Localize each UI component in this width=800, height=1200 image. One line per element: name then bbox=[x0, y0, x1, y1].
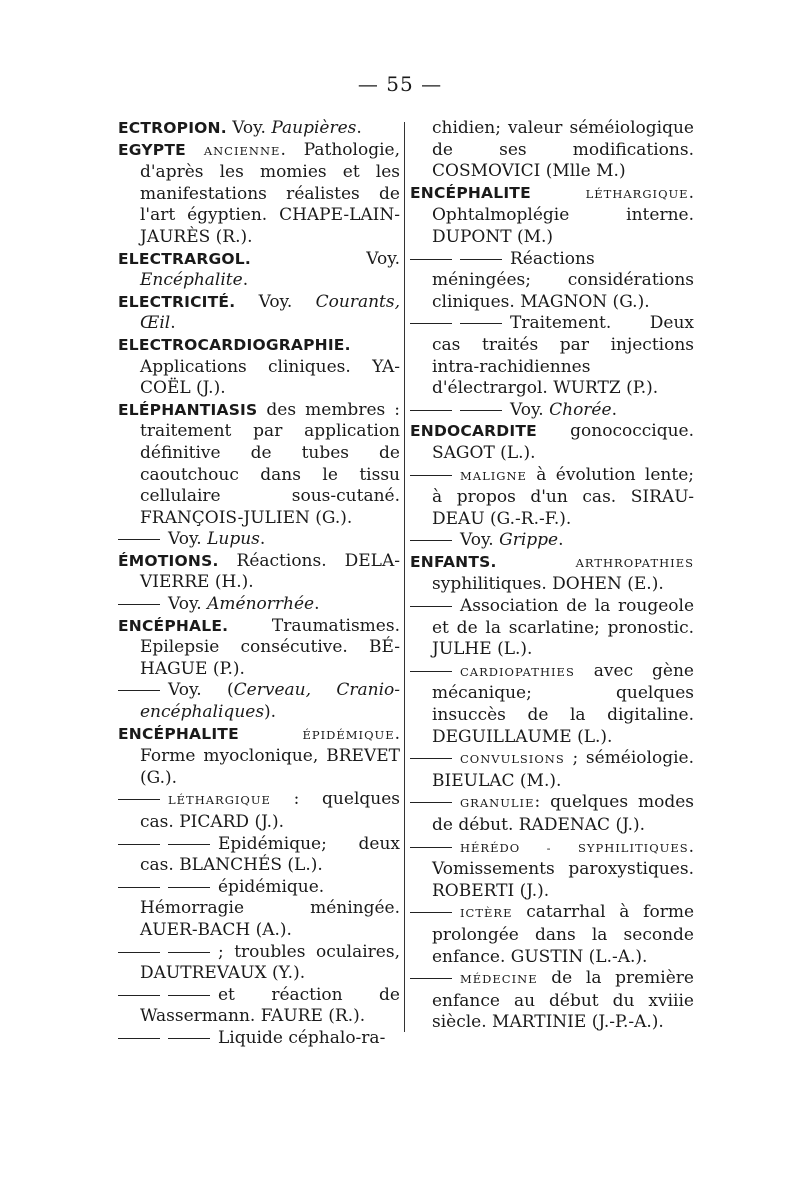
entry-text: : quelques cas. PICARD (J.). bbox=[140, 789, 400, 832]
ditto-dash bbox=[410, 758, 452, 759]
entry-reference: Courants, Œil bbox=[140, 291, 400, 334]
ditto-dash bbox=[410, 323, 452, 324]
index-entry bbox=[410, 313, 694, 399]
entry-space bbox=[531, 183, 586, 203]
entry-subheading: LÉTHARGIQUE bbox=[168, 793, 271, 808]
index-entry bbox=[118, 118, 400, 140]
ditto-dash bbox=[168, 995, 210, 996]
ditto-dash bbox=[410, 606, 452, 607]
entry-heading: ENCÉPHALITE bbox=[118, 724, 239, 743]
entry-heading: ENDOCARDITE bbox=[410, 422, 537, 441]
index-entry bbox=[410, 748, 694, 792]
ditto-dash bbox=[168, 952, 210, 953]
ditto-dash bbox=[460, 323, 502, 324]
entry-heading: ECTROPION. bbox=[118, 119, 227, 137]
entry-space bbox=[186, 140, 204, 160]
entry-tail: . bbox=[356, 118, 362, 138]
entry-text: épidémique. Hémorragie méningée. AUER-BACH (A.). bbox=[140, 876, 400, 940]
index-entry bbox=[118, 616, 400, 681]
index-entry bbox=[410, 968, 694, 1034]
entry-text: Voy. bbox=[235, 291, 316, 312]
entry-text: avec gène mécanique; quelques insuccès de la digitaline. DEGUILLAUME (L.). bbox=[432, 660, 694, 747]
entry-subheading: HÉRÉDO - SYPHILITIQUES bbox=[460, 840, 689, 855]
ditto-dash bbox=[410, 671, 452, 672]
entry-heading: EGYPTE bbox=[118, 140, 186, 159]
ditto-dash bbox=[118, 604, 160, 605]
entry-text: Applications cliniques. YA-COËL (J.). bbox=[140, 356, 400, 399]
index-entry bbox=[118, 551, 400, 594]
entry-text: de la première enfance au début du xviiie siècle. MARTINIE (J.-P.-A.). bbox=[432, 968, 694, 1033]
index-entry bbox=[118, 249, 400, 292]
entry-text: Voy. bbox=[250, 248, 400, 269]
index-entry bbox=[410, 661, 694, 748]
entry-tail: ). bbox=[264, 702, 277, 723]
index-entry bbox=[118, 335, 400, 400]
ditto-dash bbox=[118, 887, 160, 888]
entry-text: des membres : traitement par application définitive de tubes de caoutchouc dans le tissu cellulaire sous-cutané. FRANÇOIS-JULIEN (G.). bbox=[140, 399, 400, 528]
entry-heading: ÉMOTIONS. bbox=[118, 551, 219, 570]
entry-text: . Pathologie, d'après les momies et les manifestations réalistes de l'art égyptien. CHAPE-LAIN-JAURÈS (R.). bbox=[140, 139, 401, 247]
entry-reference: Chorée bbox=[549, 399, 612, 420]
entry-text: Traitement. Deux cas traités par injections intra-rachidiennes d'électrargol. WURTZ (P.). bbox=[432, 313, 694, 399]
ditto-dash bbox=[410, 540, 452, 541]
entry-reference: Lupus bbox=[207, 529, 260, 550]
index-entry bbox=[410, 421, 694, 464]
entry-subheading: CONVULSIONS bbox=[460, 752, 565, 767]
index-entry bbox=[118, 834, 400, 877]
entry-text: Voy. bbox=[510, 399, 550, 420]
entry-text: Voy. bbox=[460, 530, 500, 551]
index-entry bbox=[118, 594, 400, 616]
entry-text: . Forme myoclonique, BREVET (G.). bbox=[140, 723, 400, 788]
ditto-dash bbox=[118, 799, 160, 800]
entry-reference: Grippe bbox=[499, 530, 559, 551]
entry-subheading: MALIGNE bbox=[460, 468, 527, 483]
entry-reference: Encéphalite bbox=[140, 270, 243, 291]
entry-text: Voy. bbox=[168, 594, 208, 615]
index-entry bbox=[410, 837, 694, 903]
entry-text: Traumatismes. Epilepsie consécutive. BÉ-HAGUE (P.). bbox=[140, 615, 400, 679]
ditto-dash bbox=[410, 847, 452, 848]
entry-text: Réactions. DELA-VIERRE (H.). bbox=[140, 550, 400, 593]
entry-text: Association de la rougeole et de la scarlatine; pronostic. JULHE (L.). bbox=[432, 596, 694, 660]
index-entry bbox=[410, 118, 694, 183]
entry-heading: ENFANTS. bbox=[410, 552, 497, 571]
entry-text: Voy. bbox=[168, 529, 208, 550]
entry-heading: ELÉPHANTIASIS bbox=[118, 400, 258, 419]
entry-heading: ELECTRICITÉ. bbox=[118, 292, 236, 311]
index-entry bbox=[118, 942, 400, 985]
ditto-dash bbox=[410, 259, 452, 260]
index-entry bbox=[118, 140, 400, 249]
ditto-dash bbox=[410, 912, 452, 913]
index-entry bbox=[118, 1028, 400, 1050]
index-entry bbox=[410, 465, 694, 531]
page-number: — 55 — bbox=[357, 72, 443, 96]
ditto-dash bbox=[410, 802, 452, 803]
entry-heading: ELECTRARGOL. bbox=[118, 249, 251, 268]
entry-text: Réactions méningées; considérations cliniques. MAGNON (G.). bbox=[432, 248, 694, 312]
entry-text: gonococcique. SAGOT (L.). bbox=[432, 421, 694, 463]
ditto-dash bbox=[118, 844, 160, 845]
entry-subheading: ICTÈRE bbox=[460, 906, 513, 921]
ditto-dash bbox=[118, 995, 160, 996]
entry-subheading: ANCIENNE bbox=[203, 143, 281, 158]
ditto-dash bbox=[460, 410, 502, 411]
entry-tail: . bbox=[259, 529, 266, 550]
entry-reference: Paupières bbox=[271, 118, 357, 138]
entry-text: . Ophtalmoplégie interne. DUPONT (M.) bbox=[432, 182, 694, 247]
index-column-right bbox=[410, 118, 694, 1034]
entry-text: à évolution lente; à propos d'un cas. SIRAU-DEAU (G.-R.-F.). bbox=[432, 464, 694, 529]
index-entry bbox=[118, 529, 400, 551]
entry-space bbox=[239, 724, 303, 744]
ditto-dash bbox=[118, 690, 160, 691]
entry-text: catarrhal à forme prolongée dans la seconde enfance. GUSTIN (L.-A.). bbox=[432, 902, 694, 967]
entry-text: et réaction de Wassermann. FAURE (R.). bbox=[140, 984, 400, 1027]
entry-heading: ENCÉPHALE. bbox=[118, 616, 229, 635]
index-column-left bbox=[118, 118, 400, 1050]
index-entry bbox=[118, 789, 400, 833]
column-divider bbox=[404, 122, 405, 1032]
entry-tail: . bbox=[242, 270, 249, 291]
ditto-dash bbox=[168, 1038, 210, 1039]
entry-text: Voy. ( bbox=[168, 680, 234, 701]
index-entry bbox=[118, 985, 400, 1028]
entry-reference: Cerveau, Cranio-encéphaliques bbox=[140, 680, 400, 723]
entry-tail: . bbox=[170, 313, 176, 334]
entry-subheading: ÉPIDÉMIQUE bbox=[302, 727, 395, 742]
index-entry bbox=[118, 680, 400, 723]
index-entry bbox=[118, 724, 400, 790]
index-entry bbox=[410, 902, 694, 968]
entry-text: chidien; valeur séméiologique de ses modifications. COSMOVICI (Mlle M.) bbox=[432, 118, 694, 182]
entry-tail: . bbox=[314, 594, 320, 615]
ditto-dash bbox=[118, 539, 160, 540]
ditto-dash bbox=[460, 259, 502, 260]
entry-text: : quelques modes de début. RADENAC (J.). bbox=[432, 792, 694, 835]
ditto-dash bbox=[410, 410, 452, 411]
index-entry bbox=[410, 792, 694, 836]
index-entry bbox=[118, 400, 400, 530]
entry-text: ; séméiologie. BIEULAC (M.). bbox=[432, 748, 694, 791]
index-entry bbox=[410, 596, 694, 661]
entry-heading: ENCÉPHALITE bbox=[410, 183, 531, 202]
entry-heading: ELECTROCARDIOGRAPHIE. bbox=[118, 335, 351, 354]
entry-subheading: LÉTHARGIQUE bbox=[585, 186, 689, 201]
index-entry bbox=[410, 400, 694, 422]
entry-text: Voy. bbox=[226, 118, 272, 138]
entry-text: Liquide céphalo-ra- bbox=[218, 1027, 386, 1048]
entry-text: syphilitiques. DOHEN (E.). bbox=[432, 574, 664, 595]
entry-space bbox=[497, 552, 576, 572]
entry-reference: Aménorrhée bbox=[207, 594, 315, 615]
entry-text: Epidémique; deux cas. BLANCHÉS (L.). bbox=[140, 833, 400, 876]
entry-tail: . bbox=[558, 530, 564, 551]
entry-subheading: GRANULIE bbox=[460, 796, 535, 811]
index-entry bbox=[118, 292, 400, 335]
entry-tail: . bbox=[611, 399, 617, 420]
index-entry bbox=[410, 552, 694, 596]
entry-text: ; troubles oculaires, DAUTREVAUX (Y.). bbox=[140, 941, 400, 984]
entry-subheading: CARDIOPATHIES bbox=[460, 664, 575, 679]
ditto-dash bbox=[168, 887, 210, 888]
ditto-dash bbox=[410, 978, 452, 979]
index-entry bbox=[118, 877, 400, 942]
entry-subheading: MÉDECINE bbox=[460, 972, 538, 987]
index-entry bbox=[410, 249, 694, 314]
ditto-dash bbox=[118, 952, 160, 953]
index-entry bbox=[410, 183, 694, 249]
entry-text: . Vomissements paroxystiques. ROBERTI (J.). bbox=[432, 836, 694, 901]
index-entry bbox=[410, 530, 694, 552]
ditto-dash bbox=[118, 1038, 160, 1039]
entry-subheading: ARTHROPATHIES bbox=[575, 555, 694, 570]
ditto-dash bbox=[168, 844, 210, 845]
ditto-dash bbox=[410, 475, 452, 476]
